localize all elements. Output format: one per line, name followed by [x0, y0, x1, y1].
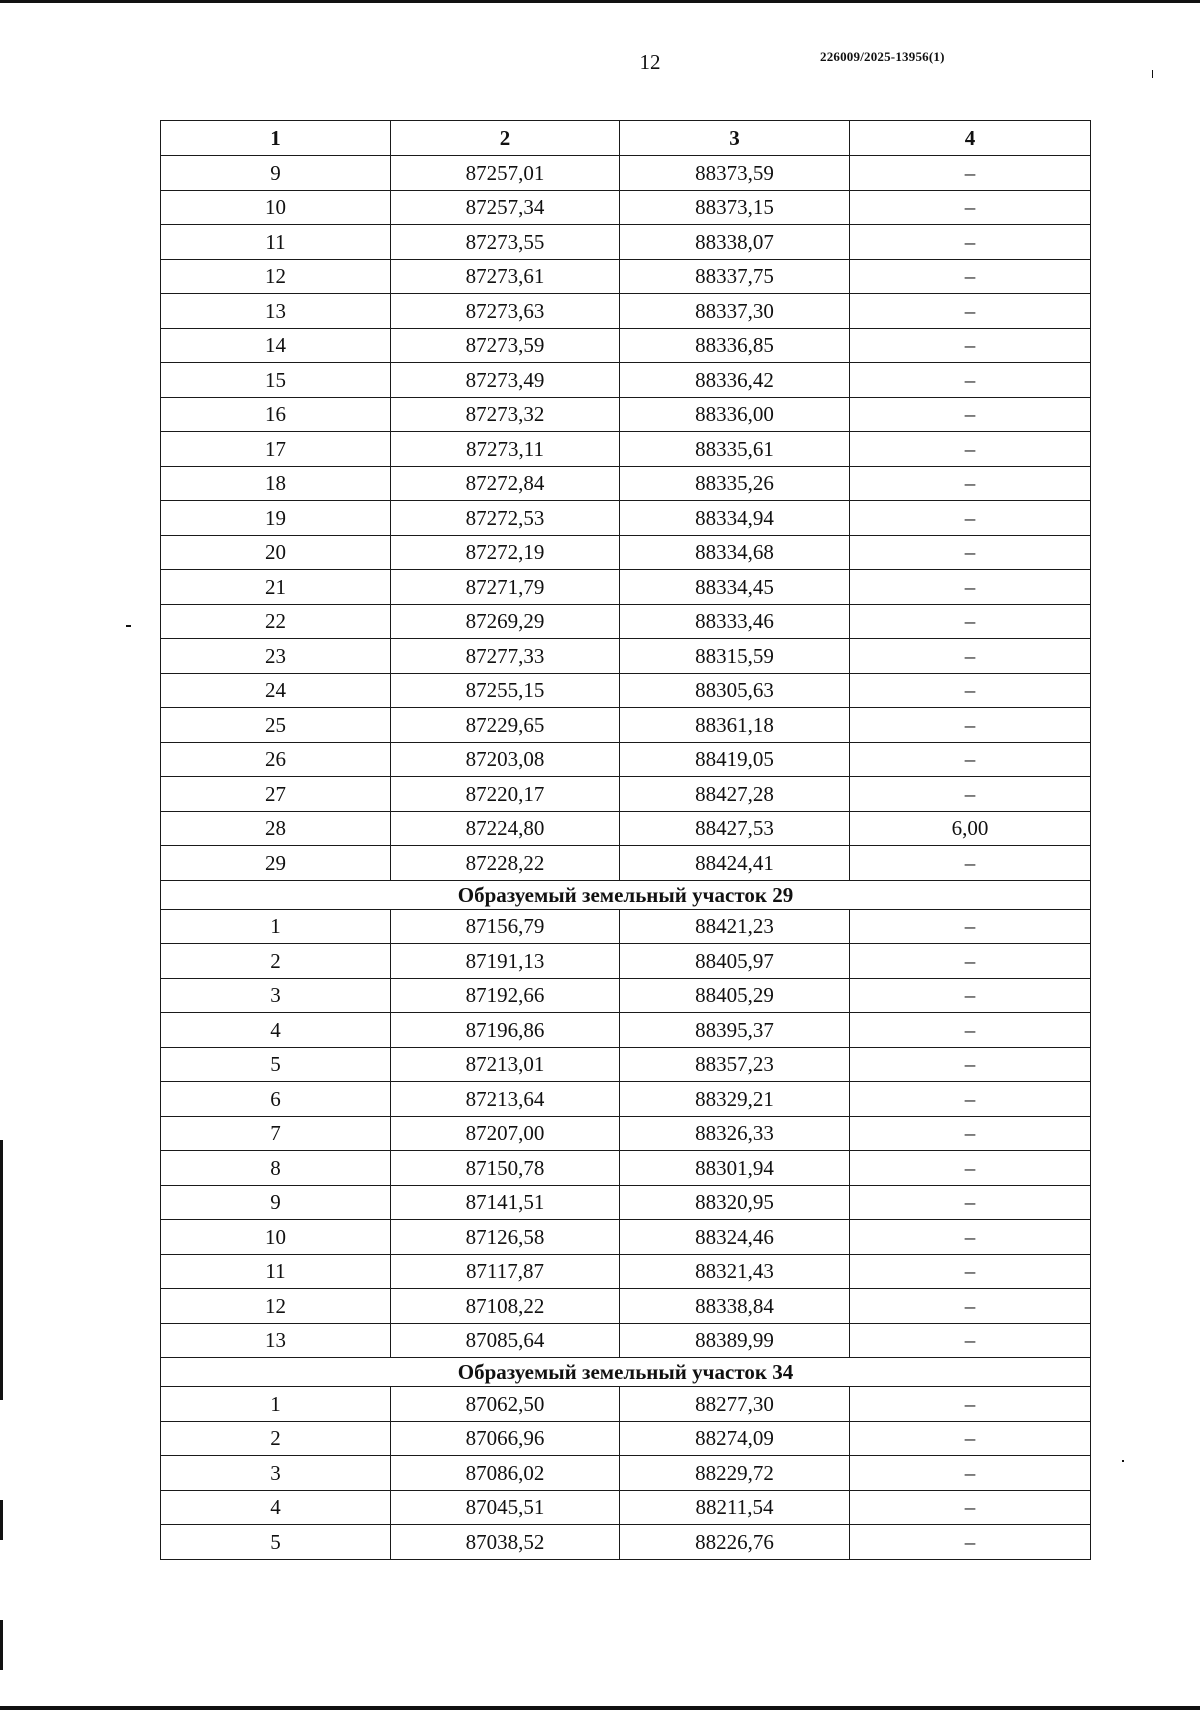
- distance-cell: –: [850, 328, 1091, 363]
- y-coordinate-cell: 88334,45: [620, 570, 850, 605]
- x-coordinate-cell: 87273,59: [391, 328, 620, 363]
- y-coordinate-cell: 88336,85: [620, 328, 850, 363]
- x-coordinate-cell: 87066,96: [391, 1421, 620, 1456]
- distance-cell: –: [850, 156, 1091, 191]
- x-coordinate-cell: 87038,52: [391, 1525, 620, 1560]
- table-row: [161, 328, 1091, 363]
- distance-cell: –: [850, 1013, 1091, 1048]
- section-title-row: [161, 880, 1091, 909]
- table-row: [161, 501, 1091, 536]
- table-row: [161, 639, 1091, 674]
- distance-cell: –: [850, 1151, 1091, 1186]
- y-coordinate-cell: 88277,30: [620, 1387, 850, 1422]
- distance-cell: –: [850, 1185, 1091, 1220]
- point-number-cell: 17: [161, 432, 391, 467]
- table-row: [161, 1254, 1091, 1289]
- point-number-cell: 16: [161, 397, 391, 432]
- table-row: [161, 1220, 1091, 1255]
- x-coordinate-cell: 87228,22: [391, 846, 620, 881]
- section-title: Образуемый земельный участок 34: [161, 1358, 1091, 1387]
- y-coordinate-cell: 88373,15: [620, 190, 850, 225]
- distance-cell: –: [850, 259, 1091, 294]
- y-coordinate-cell: 88427,28: [620, 777, 850, 812]
- bottom-border-line: [0, 1706, 1200, 1710]
- distance-cell: –: [850, 1525, 1091, 1560]
- y-coordinate-cell: 88321,43: [620, 1254, 850, 1289]
- table-row: [161, 846, 1091, 881]
- distance-cell: –: [850, 1421, 1091, 1456]
- y-coordinate-cell: 88405,97: [620, 944, 850, 979]
- x-coordinate-cell: 87257,34: [391, 190, 620, 225]
- y-coordinate-cell: 88320,95: [620, 1185, 850, 1220]
- header-row: [161, 121, 1091, 156]
- y-coordinate-cell: 88336,42: [620, 363, 850, 398]
- point-number-cell: 7: [161, 1116, 391, 1151]
- table-row: [161, 1047, 1091, 1082]
- point-number-cell: 2: [161, 944, 391, 979]
- table-row: [161, 604, 1091, 639]
- y-coordinate-cell: 88334,94: [620, 501, 850, 536]
- x-coordinate-cell: 87272,19: [391, 535, 620, 570]
- table-row: [161, 1490, 1091, 1525]
- y-coordinate-cell: 88229,72: [620, 1456, 850, 1491]
- table-row: [161, 259, 1091, 294]
- x-coordinate-cell: 87277,33: [391, 639, 620, 674]
- column-header: 3: [620, 121, 850, 156]
- x-coordinate-cell: 87156,79: [391, 909, 620, 944]
- x-coordinate-cell: 87273,11: [391, 432, 620, 467]
- scan-edge-mark: [0, 1140, 3, 1400]
- point-number-cell: 29: [161, 846, 391, 881]
- table-row: [161, 190, 1091, 225]
- y-coordinate-cell: 88335,26: [620, 466, 850, 501]
- y-coordinate-cell: 88334,68: [620, 535, 850, 570]
- distance-cell: –: [850, 294, 1091, 329]
- x-coordinate-cell: 87229,65: [391, 708, 620, 743]
- distance-cell: –: [850, 673, 1091, 708]
- x-coordinate-cell: 87045,51: [391, 1490, 620, 1525]
- table-row: [161, 432, 1091, 467]
- point-number-cell: 12: [161, 1289, 391, 1324]
- distance-cell: –: [850, 604, 1091, 639]
- x-coordinate-cell: 87192,66: [391, 978, 620, 1013]
- point-number-cell: 5: [161, 1525, 391, 1560]
- x-coordinate-cell: 87117,87: [391, 1254, 620, 1289]
- y-coordinate-cell: 88373,59: [620, 156, 850, 191]
- x-coordinate-cell: 87213,64: [391, 1082, 620, 1117]
- x-coordinate-cell: 87271,79: [391, 570, 620, 605]
- distance-cell: –: [850, 466, 1091, 501]
- point-number-cell: 14: [161, 328, 391, 363]
- table-row: [161, 1421, 1091, 1456]
- table-row: [161, 570, 1091, 605]
- x-coordinate-cell: 87086,02: [391, 1456, 620, 1491]
- y-coordinate-cell: 88324,46: [620, 1220, 850, 1255]
- distance-cell: –: [850, 501, 1091, 536]
- x-coordinate-cell: 87108,22: [391, 1289, 620, 1324]
- y-coordinate-cell: 88357,23: [620, 1047, 850, 1082]
- table-row: [161, 1082, 1091, 1117]
- table-row: [161, 363, 1091, 398]
- table-row: [161, 777, 1091, 812]
- y-coordinate-cell: 88301,94: [620, 1151, 850, 1186]
- distance-cell: –: [850, 363, 1091, 398]
- y-coordinate-cell: 88338,84: [620, 1289, 850, 1324]
- point-number-cell: 1: [161, 909, 391, 944]
- x-coordinate-cell: 87224,80: [391, 811, 620, 846]
- x-coordinate-cell: 87220,17: [391, 777, 620, 812]
- scan-edge-mark: [0, 1500, 3, 1540]
- y-coordinate-cell: 88305,63: [620, 673, 850, 708]
- x-coordinate-cell: 87273,49: [391, 363, 620, 398]
- distance-cell: –: [850, 639, 1091, 674]
- table-row: [161, 944, 1091, 979]
- y-coordinate-cell: 88333,46: [620, 604, 850, 639]
- point-number-cell: 1: [161, 1387, 391, 1422]
- point-number-cell: 21: [161, 570, 391, 605]
- distance-cell: –: [850, 1490, 1091, 1525]
- x-coordinate-cell: 87273,61: [391, 259, 620, 294]
- column-header: 2: [391, 121, 620, 156]
- x-coordinate-cell: 87273,55: [391, 225, 620, 260]
- distance-cell: –: [850, 1456, 1091, 1491]
- point-number-cell: 11: [161, 225, 391, 260]
- distance-cell: –: [850, 190, 1091, 225]
- y-coordinate-cell: 88389,99: [620, 1323, 850, 1358]
- table-row: [161, 1456, 1091, 1491]
- distance-cell: –: [850, 1289, 1091, 1324]
- page-number: 12: [639, 50, 661, 74]
- x-coordinate-cell: 87085,64: [391, 1323, 620, 1358]
- scan-speck: [1122, 1460, 1124, 1462]
- table-row: [161, 811, 1091, 846]
- point-number-cell: 18: [161, 466, 391, 501]
- table-row: [161, 1013, 1091, 1048]
- x-coordinate-cell: 87272,53: [391, 501, 620, 536]
- x-coordinate-cell: 87062,50: [391, 1387, 620, 1422]
- y-coordinate-cell: 88211,54: [620, 1490, 850, 1525]
- x-coordinate-cell: 87207,00: [391, 1116, 620, 1151]
- point-number-cell: 10: [161, 1220, 391, 1255]
- y-coordinate-cell: 88226,76: [620, 1525, 850, 1560]
- table-row: [161, 1151, 1091, 1186]
- point-number-cell: 22: [161, 604, 391, 639]
- y-coordinate-cell: 88336,00: [620, 397, 850, 432]
- y-coordinate-cell: 88329,21: [620, 1082, 850, 1117]
- y-coordinate-cell: 88337,30: [620, 294, 850, 329]
- distance-cell: –: [850, 846, 1091, 881]
- distance-cell: –: [850, 570, 1091, 605]
- distance-cell: –: [850, 225, 1091, 260]
- point-number-cell: 13: [161, 294, 391, 329]
- point-number-cell: 15: [161, 363, 391, 398]
- y-coordinate-cell: 88338,07: [620, 225, 850, 260]
- point-number-cell: 4: [161, 1013, 391, 1048]
- table-row: [161, 1289, 1091, 1324]
- table-row: [161, 673, 1091, 708]
- point-number-cell: 13: [161, 1323, 391, 1358]
- point-number-cell: 8: [161, 1151, 391, 1186]
- table-row: [161, 1525, 1091, 1560]
- x-coordinate-cell: 87255,15: [391, 673, 620, 708]
- distance-cell: –: [850, 1254, 1091, 1289]
- x-coordinate-cell: 87141,51: [391, 1185, 620, 1220]
- table-row: [161, 294, 1091, 329]
- table-row: [161, 225, 1091, 260]
- y-coordinate-cell: 88274,09: [620, 1421, 850, 1456]
- section-title: Образуемый земельный участок 29: [161, 880, 1091, 909]
- table-row: [161, 397, 1091, 432]
- x-coordinate-cell: 87191,13: [391, 944, 620, 979]
- table-body: [161, 156, 1091, 1560]
- x-coordinate-cell: 87273,32: [391, 397, 620, 432]
- distance-cell: –: [850, 944, 1091, 979]
- distance-cell: –: [850, 978, 1091, 1013]
- point-number-cell: 26: [161, 742, 391, 777]
- table-row: [161, 742, 1091, 777]
- table-row: [161, 1387, 1091, 1422]
- distance-cell: –: [850, 777, 1091, 812]
- x-coordinate-cell: 87269,29: [391, 604, 620, 639]
- scan-speck: [126, 625, 131, 627]
- coordinates-table: [160, 120, 1091, 1560]
- y-coordinate-cell: 88424,41: [620, 846, 850, 881]
- point-number-cell: 2: [161, 1421, 391, 1456]
- y-coordinate-cell: 88421,23: [620, 909, 850, 944]
- distance-cell: –: [850, 1082, 1091, 1117]
- y-coordinate-cell: 88315,59: [620, 639, 850, 674]
- y-coordinate-cell: 88337,75: [620, 259, 850, 294]
- y-coordinate-cell: 88427,53: [620, 811, 850, 846]
- table-row: [161, 535, 1091, 570]
- table-row: [161, 978, 1091, 1013]
- column-header: 1: [161, 121, 391, 156]
- y-coordinate-cell: 88361,18: [620, 708, 850, 743]
- x-coordinate-cell: 87257,01: [391, 156, 620, 191]
- distance-cell: –: [850, 535, 1091, 570]
- y-coordinate-cell: 88335,61: [620, 432, 850, 467]
- x-coordinate-cell: 87203,08: [391, 742, 620, 777]
- point-number-cell: 4: [161, 1490, 391, 1525]
- point-number-cell: 11: [161, 1254, 391, 1289]
- x-coordinate-cell: 87273,63: [391, 294, 620, 329]
- distance-cell: –: [850, 432, 1091, 467]
- x-coordinate-cell: 87150,78: [391, 1151, 620, 1186]
- point-number-cell: 24: [161, 673, 391, 708]
- table-row: [161, 1185, 1091, 1220]
- point-number-cell: 20: [161, 535, 391, 570]
- table-row: [161, 909, 1091, 944]
- table-row: [161, 466, 1091, 501]
- y-coordinate-cell: 88419,05: [620, 742, 850, 777]
- distance-cell: –: [850, 397, 1091, 432]
- table-row: [161, 708, 1091, 743]
- point-number-cell: 25: [161, 708, 391, 743]
- scan-speck: [1152, 70, 1153, 78]
- distance-cell: –: [850, 1220, 1091, 1255]
- point-number-cell: 6: [161, 1082, 391, 1117]
- distance-cell: 6,00: [850, 811, 1091, 846]
- y-coordinate-cell: 88405,29: [620, 978, 850, 1013]
- distance-cell: –: [850, 708, 1091, 743]
- distance-cell: –: [850, 742, 1091, 777]
- y-coordinate-cell: 88326,33: [620, 1116, 850, 1151]
- x-coordinate-cell: 87272,84: [391, 466, 620, 501]
- x-coordinate-cell: 87196,86: [391, 1013, 620, 1048]
- column-header: 4: [850, 121, 1091, 156]
- document-id: 226009/2025-13956(1): [820, 49, 945, 64]
- point-number-cell: 3: [161, 978, 391, 1013]
- point-number-cell: 3: [161, 1456, 391, 1491]
- table-row: [161, 156, 1091, 191]
- x-coordinate-cell: 87126,58: [391, 1220, 620, 1255]
- table-row: [161, 1116, 1091, 1151]
- point-number-cell: 9: [161, 156, 391, 191]
- x-coordinate-cell: 87213,01: [391, 1047, 620, 1082]
- point-number-cell: 10: [161, 190, 391, 225]
- distance-cell: –: [850, 909, 1091, 944]
- distance-cell: –: [850, 1387, 1091, 1422]
- scan-edge-mark: [0, 1620, 3, 1670]
- point-number-cell: 27: [161, 777, 391, 812]
- distance-cell: –: [850, 1047, 1091, 1082]
- distance-cell: –: [850, 1323, 1091, 1358]
- y-coordinate-cell: 88395,37: [620, 1013, 850, 1048]
- top-border-line: [0, 0, 1200, 3]
- table-row: [161, 1323, 1091, 1358]
- point-number-cell: 23: [161, 639, 391, 674]
- point-number-cell: 5: [161, 1047, 391, 1082]
- point-number-cell: 9: [161, 1185, 391, 1220]
- distance-cell: –: [850, 1116, 1091, 1151]
- point-number-cell: 28: [161, 811, 391, 846]
- point-number-cell: 12: [161, 259, 391, 294]
- section-title-row: [161, 1358, 1091, 1387]
- point-number-cell: 19: [161, 501, 391, 536]
